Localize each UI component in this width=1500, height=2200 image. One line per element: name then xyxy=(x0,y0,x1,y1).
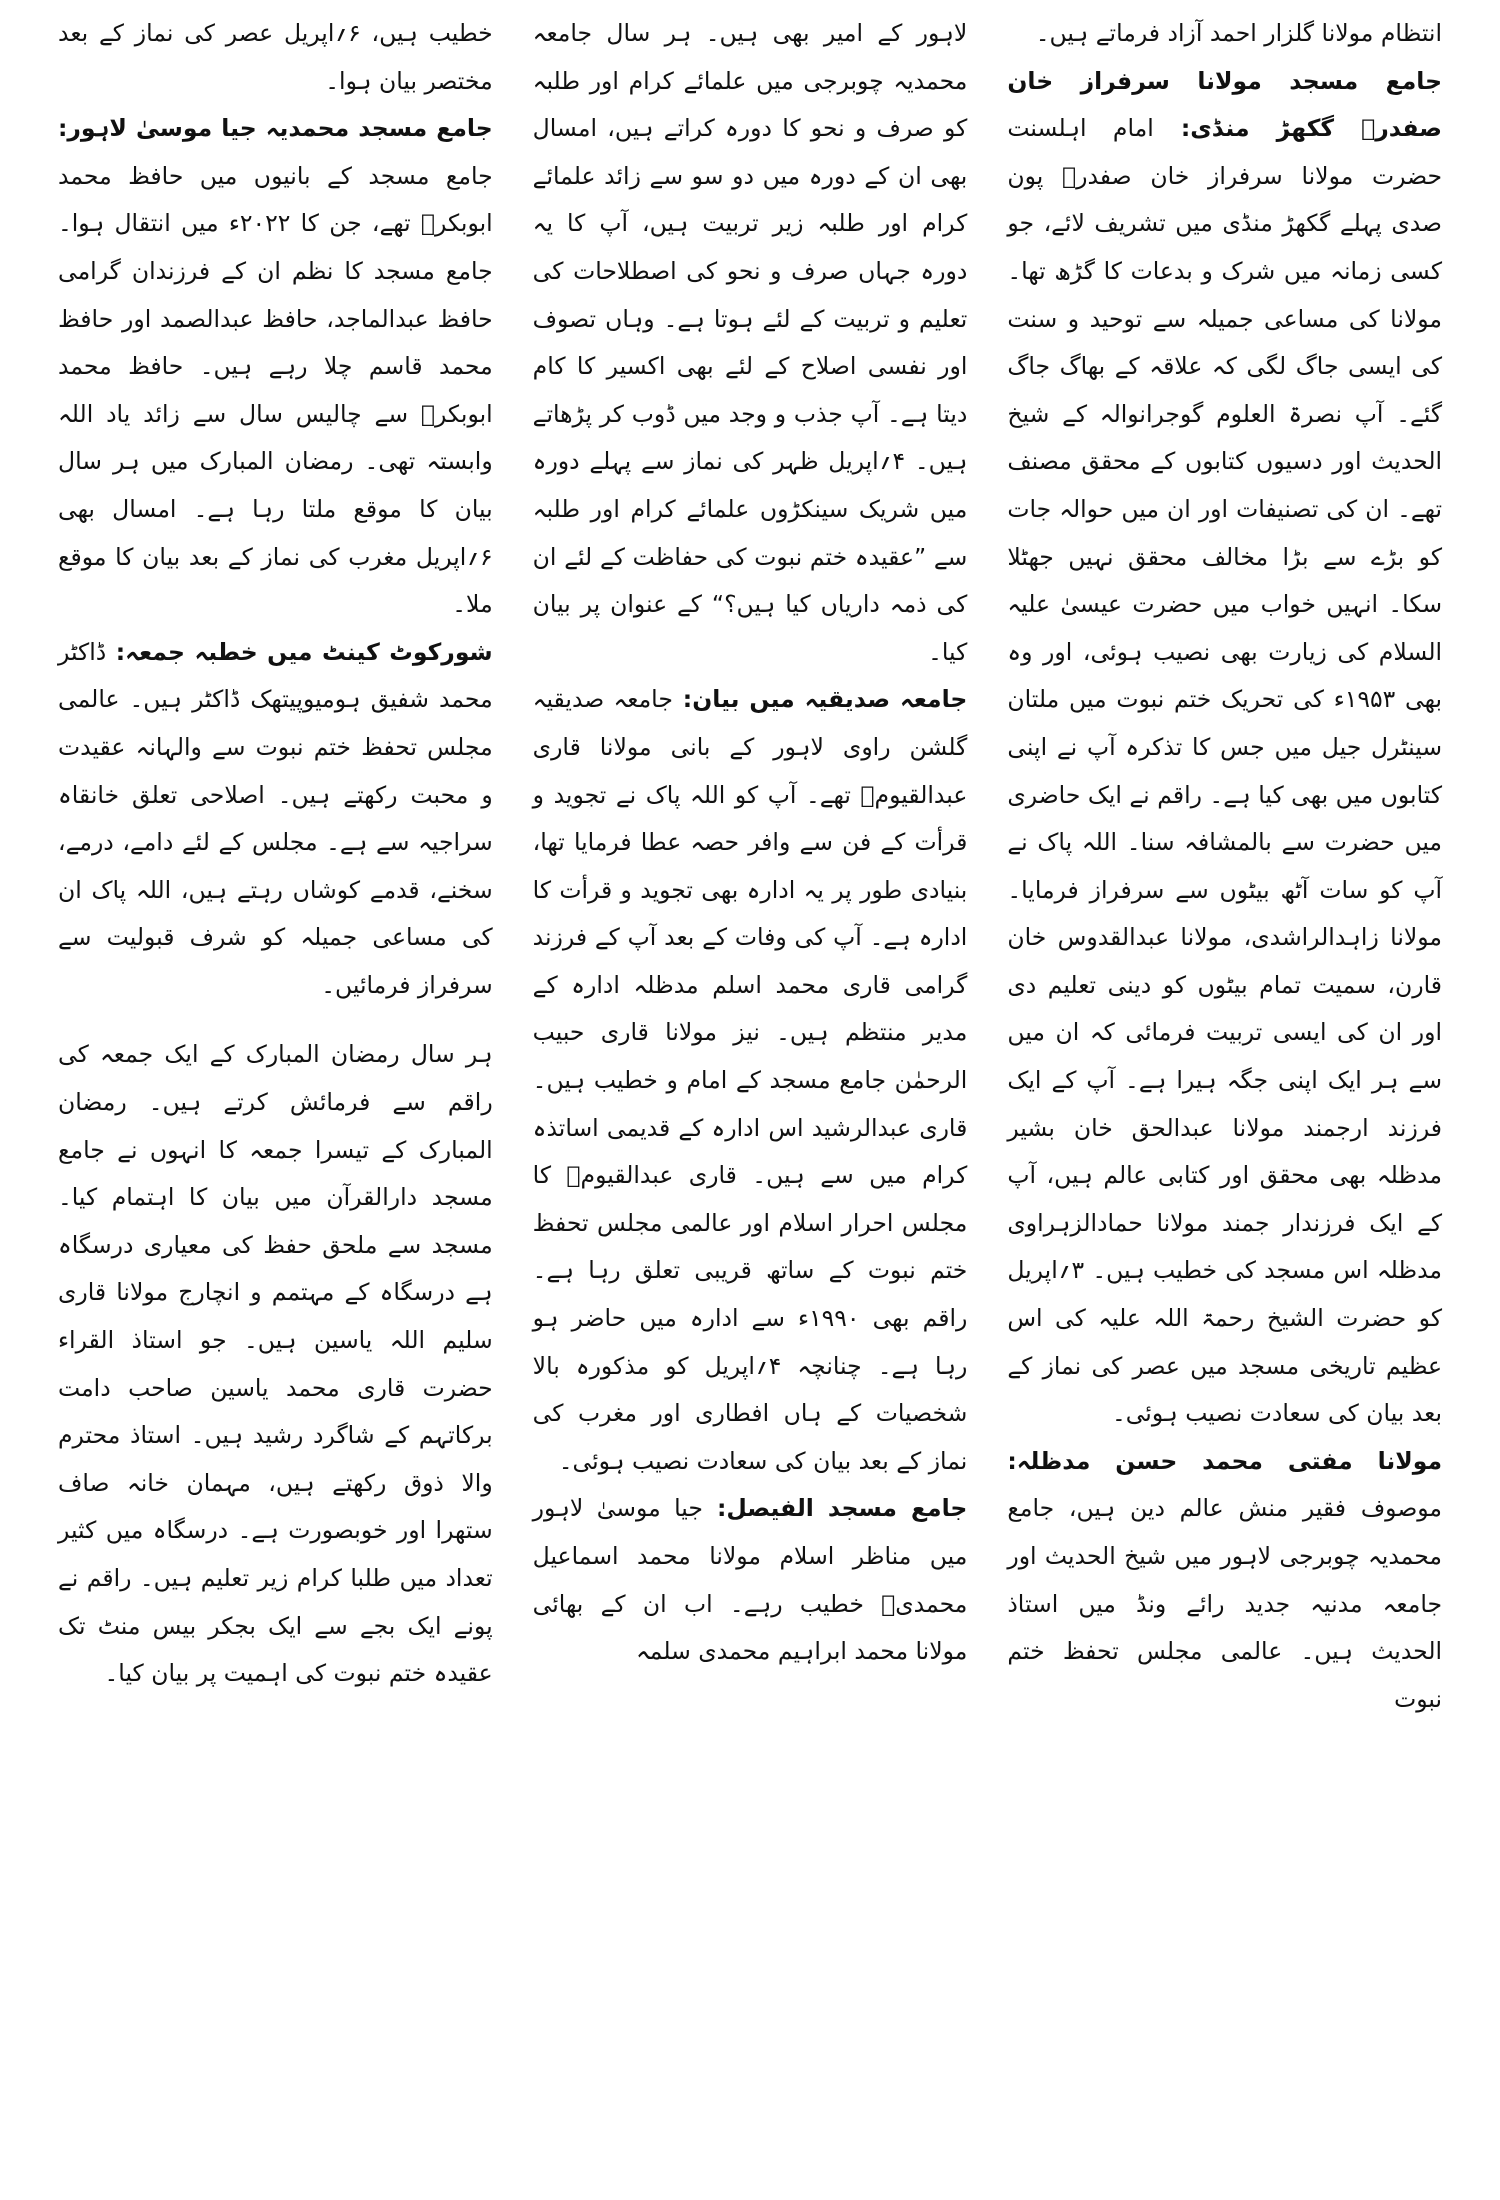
section-heading: شورکوٹ کینٹ میں خطبہ جمعہ: xyxy=(106,637,493,666)
column-right xyxy=(987,10,1462,2190)
block-text: موصوف فقیر منش عالم دین ہیں، جامع محمدیہ چوبرجی لاہور میں شیخ الحدیث اور جامعہ مدنیہ جدید رائے ونڈ میں استاذ الحدیث ہیں۔ عالمی مجلس تحفظ ختم نبوت xyxy=(1007,1494,1443,1713)
text-block xyxy=(58,105,493,629)
block-text: ہر سال رمضان المبارک کے ایک جمعہ کی راقم سے فرمائش کرتے ہیں۔ رمضان المبارک کے تیسرا جمعہ کا انہوں نے جامع مسجد دارالقرآن میں بیان کا اہتمام کیا۔ مسجد سے ملحق حفظ کی معیاری درسگاہ ہے درسگاہ کے مہتمم و انچارج مولانا قاری سلیم اللہ یاسین ہیں۔ جو استاذ القراء حضرت قاری محمد یاسین صاحب دامت برکاتہم کے شاگرد رشید ہیں۔ استاذ محترم والا ذوق رکھتے ہیں، مہمان خانہ صاف ستھرا اور خوبصورت ہے۔ درسگاہ میں کثیر تعداد میں طلبا کرام زیر تعلیم ہیں۔ راقم نے پونے ایک بجے سے ایک بجکر بیس منٹ تک عقیدہ ختم نبوت کی اہمیت پر بیان کیا۔ xyxy=(58,1040,493,1688)
block-text: خطیب ہیں، ۶؍اپریل عصر کی نماز کے بعد مختصر بیان ہوا۔ xyxy=(58,19,493,95)
column-middle xyxy=(513,10,988,2190)
block-text: لاہور کے امیر بھی ہیں۔ ہر سال جامعہ محمدیہ چوبرجی میں علمائے کرام اور طلبہ کو صرف و نحو کا دورہ کراتے ہیں، امسال بھی ان کے دورہ میں دو سو سے زائد علمائے کرام اور طلبہ زیر تربیت ہیں، آپ کا یہ دورہ جہاں صرف و نحو کی اصطلاحات کی تعلیم و تربیت کے لئے ہوتا ہے۔ وہاں تصوف اور نفسی اصلاح کے لئے بھی اکسیر کا کام دیتا ہے۔ آپ جذب و وجد میں ڈوب کر پڑھاتے ہیں۔ ۴؍اپریل ظہر کی نماز سے پہلے دورہ میں شریک سینکڑوں علمائے کرام اور طلبہ سے ”عقیدہ ختم نبوت کی حفاظت کے لئے ان کی ذمہ داریاں کیا ہیں؟“ کے عنوان پر بیان کیا۔ xyxy=(532,19,968,666)
section-heading: جامع مسجد محمدیہ جیا موسیٰ لاہور: xyxy=(58,114,493,143)
block-text: امام اہلسنت حضرت مولانا سرفراز خان صفدرؒ پون صدی پہلے گکھڑ منڈی میں تشریف لائے، جو کسی زمانہ میں شرک و بدعات کا گڑھ تھا۔ مولانا کی مساعی جمیلہ سے توحید و سنت کی ایسی جاگ لگی کہ علاقہ کے بھاگ جاگ گئے۔ آپ نصرۃ العلوم گوجرانوالہ کے شیخ الحدیث اور دسیوں کتابوں کے محقق مصنف تھے۔ ان کی تصنیفات اور ان میں حوالہ جات کو بڑے سے بڑا مخالف محقق نہیں جھٹلا سکا۔ انہیں خواب میں حضرت عیسیٰ علیہ السلام کی زیارت بھی نصیب ہوئی، اور وہ بھی ۱۹۵۳ء کی تحریک ختم نبوت میں ملتان سینٹرل جیل میں جس کا تذکرہ آپ نے اپنی کتابوں میں بھی کیا ہے۔ راقم نے ایک حاضری میں حضرت سے بالمشافہ سنا۔ اللہ پاک نے آپ کو سات آٹھ بیٹوں سے سرفراز فرمایا۔ مولانا زاہدالراشدی، مولانا عبدالقدوس خان قارن، سمیت تمام بیٹوں کو دینی تعلیم دی اور ان کی ایسی تربیت فرمائی کہ ان میں سے ہر ایک اپنی جگہ ہیرا ہے۔ آپ کے ایک فرزند ارجمند مولانا عبدالحق خان بشیر مدظلہ بھی محقق اور کتابی عالم ہیں، آپ کے ایک فرزندار جمند مولانا حمادالزہراوی مدظلہ اس مسجد کی خطیب ہیں۔ ۳؍اپریل کو حضرت الشیخ رحمۃ اللہ علیہ کی اس عظیم تاریخی مسجد میں عصر کی نماز کے بعد بیان کی سعادت نصیب ہوئی۔ xyxy=(1007,114,1443,1428)
block-text: جامعہ صدیقیہ گلشن راوی لاہور کے بانی مولانا قاری عبدالقیومؒ تھے۔ آپ کو اللہ پاک نے تجوید و قرأت کے فن سے وافر حصہ عطا فرمایا تھا، بنیادی طور پر یہ ادارہ بھی تجوید و قرأت کا ادارہ ہے۔ آپ کی وفات کے بعد آپ کے فرزند گرامی قاری محمد اسلم مدظلہ ادارہ کے مدیر منتظم ہیں۔ نیز مولانا قاری حبیب الرحمٰن جامع مسجد کے امام و خطیب ہیں۔ قاری عبدالرشید اس ادارہ کے قدیمی اساتذہ کرام میں سے ہیں۔ قاری عبدالقیومؒ کا مجلس احرار اسلام اور عالمی مجلس تحفظ ختم نبوت کے ساتھ قریبی تعلق رہا ہے۔ راقم بھی ۱۹۹۰ء سے ادارہ میں حاضر ہو رہا ہے۔ چنانچہ ۴؍اپریل کو مذکورہ بالا شخصیات کے ہاں افطاری اور مغرب کی نماز کے بعد بیان کی سعادت نصیب ہوئی۔ xyxy=(532,685,968,1475)
text-block xyxy=(1007,10,1442,58)
block-text: جیا موسیٰ لاہور میں مناظر اسلام مولانا محمد اسماعیل محمدیؒ خطیب رہے۔ اب ان کے بھائی مولانا محمد ابراہیم محمدی سلمہ xyxy=(532,1494,968,1666)
text-block xyxy=(1007,1438,1442,1724)
section-heading: جامع مسجد الفیصل: xyxy=(702,1494,968,1523)
text-block xyxy=(533,10,968,676)
block-text: جامع مسجد کے بانیوں میں حافظ محمد ابوبکرؒ تھے، جن کا ۲۰۲۲ء میں انتقال ہوا۔ جامع مسجد کا نظم ان کے فرزندان گرامی حافظ عبدالماجد، حافظ عبدالصمد اور حافظ محمد قاسم چلا رہے ہیں۔ حافظ محمد ابوبکرؒ سے چالیس سال سے زائد یاد اللہ وابستہ تھی۔ رمضان المبارک میں ہر سال بیان کا موقع ملتا رہا ہے۔ امسال بھی ۶؍اپریل مغرب کی نماز کے بعد بیان کا موقع ملا۔ xyxy=(58,161,493,619)
section-heading: جامعہ صدیقیہ میں بیان: xyxy=(672,685,968,714)
text-block xyxy=(58,10,493,105)
column-left xyxy=(38,10,513,2190)
text-block xyxy=(58,1031,493,1697)
text-block xyxy=(533,676,968,1485)
block-text: انتظام مولانا گلزار احمد آزاد فرماتے ہیں۔ xyxy=(1035,19,1443,47)
text-block xyxy=(58,629,493,1010)
section-heading: جامع مسجد مولانا سرفراز خان صفدرؒ گکھڑ منڈی: xyxy=(1007,66,1443,143)
text-block xyxy=(1007,58,1442,1438)
text-block xyxy=(533,1485,968,1675)
block-text: ڈاکٹر محمد شفیق ہومیوپیتھک ڈاکٹر ہیں۔ عالمی مجلس تحفظ ختم نبوت سے والہانہ عقیدت و محبت رکھتے ہیں۔ اصلاحی تعلق خانقاہ سراجیہ سے ہے۔ مجلس کے لئے دامے، درمے، سخنے، قدمے کوشاں رہتے ہیں، اللہ پاک ان کی مساعی جمیلہ کو شرف قبولیت سے سرفراز فرمائیں۔ xyxy=(58,637,493,999)
section-heading: مولانا مفتی محمد حسن مدظلہ: xyxy=(1007,1446,1443,1475)
